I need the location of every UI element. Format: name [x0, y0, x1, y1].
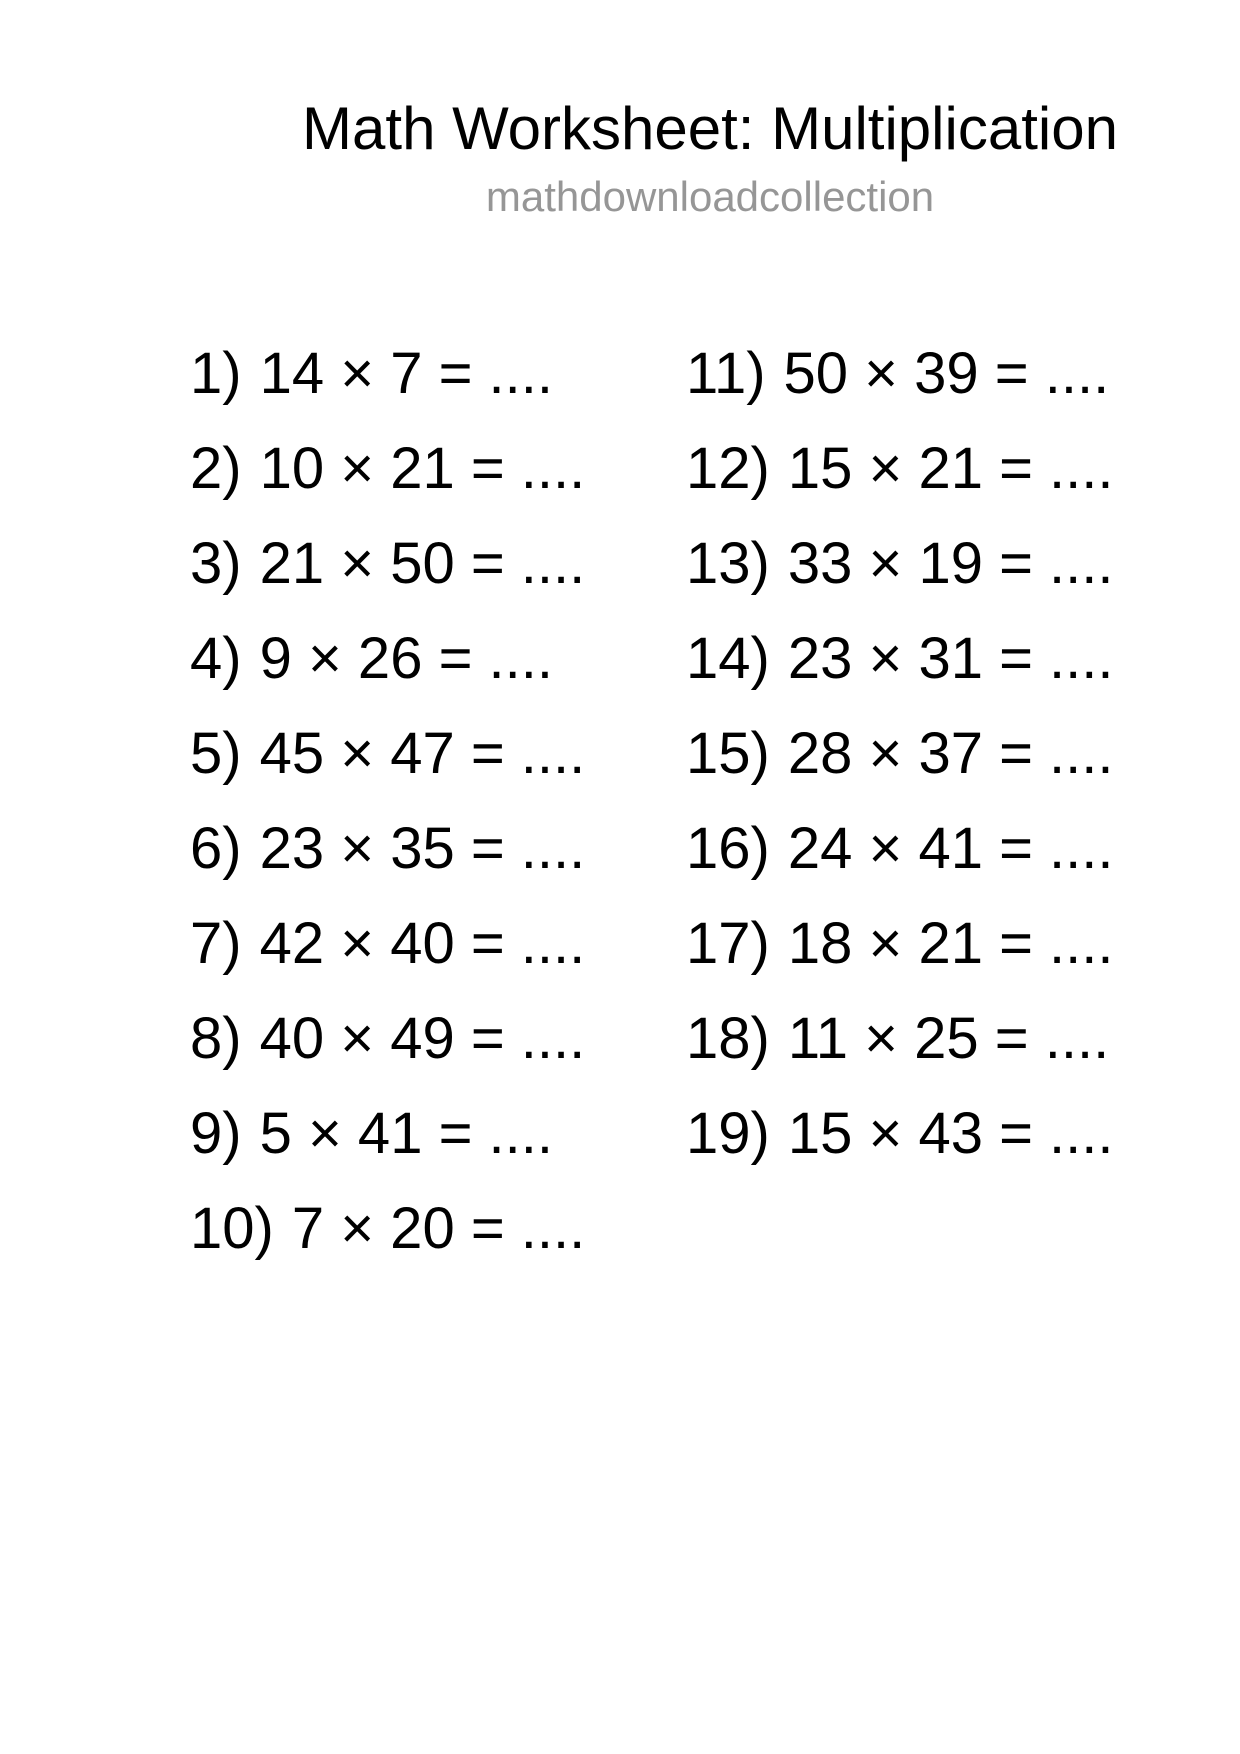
problem-number: 4)	[190, 626, 242, 691]
problem-number: 9)	[190, 1101, 242, 1166]
problem-expression: 28 × 37 = ....	[787, 721, 1114, 786]
problem-expression: 24 × 41 = ....	[787, 816, 1114, 881]
problem-expression: 23 × 31 = ....	[787, 626, 1114, 691]
problem-number: 7)	[190, 911, 242, 976]
problem-row	[190, 896, 686, 991]
problem-row	[190, 801, 686, 896]
problem-number: 13)	[686, 531, 770, 596]
problem-expression: 21 × 50 = ....	[259, 531, 586, 596]
problem-expression: 11 × 25 = ....	[787, 1006, 1110, 1071]
problem-expression: 5 × 41 = ....	[259, 1101, 554, 1166]
problem-expression: 50 × 39 = ....	[783, 341, 1110, 406]
problem-expression: 33 × 19 = ....	[787, 531, 1114, 596]
problem-expression: 15 × 21 = ....	[787, 436, 1114, 501]
problem-number: 1)	[190, 341, 242, 406]
problem-row	[686, 991, 1240, 1086]
problems-column-left	[190, 326, 686, 1276]
problem-expression: 40 × 49 = ....	[259, 1006, 586, 1071]
problem-number: 10)	[190, 1196, 274, 1261]
problem-expression: 7 × 20 = ....	[291, 1196, 586, 1261]
problem-number: 3)	[190, 531, 242, 596]
problem-expression: 45 × 47 = ....	[259, 721, 586, 786]
problem-number: 14)	[686, 626, 770, 691]
problem-row	[190, 421, 686, 516]
problem-row	[686, 1086, 1240, 1181]
problem-number: 2)	[190, 436, 242, 501]
problem-expression: 15 × 43 = ....	[787, 1101, 1114, 1166]
problem-number: 17)	[686, 911, 770, 976]
problem-row	[190, 326, 686, 421]
worksheet-header	[180, 0, 1240, 222]
problem-row	[686, 516, 1240, 611]
page-title: Math Worksheet: Multiplication	[302, 95, 1118, 162]
problem-row	[190, 611, 686, 706]
problem-row	[190, 1086, 686, 1181]
problems-column-right	[686, 326, 1240, 1181]
page-subtitle: mathdownloadcollection	[485, 173, 935, 220]
problem-expression: 10 × 21 = ....	[259, 436, 586, 501]
problem-number: 8)	[190, 1006, 242, 1071]
problem-expression: 23 × 35 = ....	[259, 816, 586, 881]
problem-row	[686, 896, 1240, 991]
problem-row	[686, 706, 1240, 801]
problem-number: 18)	[686, 1006, 770, 1071]
problem-expression: 9 × 26 = ....	[259, 626, 554, 691]
problem-number: 6)	[190, 816, 242, 881]
problem-row	[686, 611, 1240, 706]
problems-grid	[190, 326, 1240, 1276]
problem-expression: 14 × 7 = ....	[259, 341, 554, 406]
problem-number: 16)	[686, 816, 770, 881]
problem-number: 5)	[190, 721, 242, 786]
problem-expression: 18 × 21 = ....	[787, 911, 1114, 976]
problem-row	[686, 421, 1240, 516]
problem-row	[190, 1181, 686, 1276]
problem-row	[190, 516, 686, 611]
problem-number: 15)	[686, 721, 770, 786]
problem-row	[686, 326, 1240, 421]
problem-number: 11)	[686, 341, 766, 406]
problem-row	[190, 991, 686, 1086]
problem-expression: 42 × 40 = ....	[259, 911, 586, 976]
problem-number: 19)	[686, 1101, 770, 1166]
problem-row	[190, 706, 686, 801]
problem-row	[686, 801, 1240, 896]
problem-number: 12)	[686, 436, 770, 501]
